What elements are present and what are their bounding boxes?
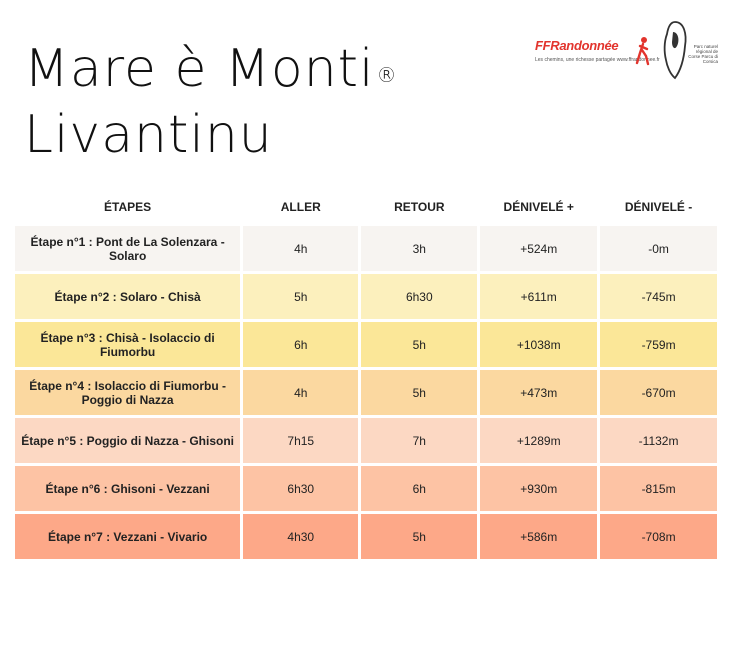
cell-denivele-plus: +473m	[480, 370, 597, 415]
cell-retour: 6h	[361, 466, 477, 511]
cell-denivele-moins: -708m	[600, 514, 717, 559]
cell-denivele-plus: +611m	[480, 274, 597, 319]
ffr-url-text: www.ffrandonnee.fr	[616, 57, 660, 63]
header-aller: ALLER	[280, 200, 321, 214]
parc-corse-logo	[660, 20, 720, 80]
cell-denivele-plus: +524m	[480, 226, 597, 271]
header-denivele-moins: DÉNIVELÉ -	[624, 200, 693, 214]
cell-etape: Étape n°6 : Ghisoni - Vezzani	[15, 466, 240, 511]
cell-etape: Étape n°1 : Pont de La Solenzara - Solaro	[15, 226, 240, 271]
cell-retour: 5h	[361, 370, 477, 415]
registered-mark: ®	[376, 63, 398, 87]
cell-denivele-plus: +930m	[480, 466, 597, 511]
table-header-row	[15, 191, 717, 223]
title-line-1: Mare è Monti	[24, 39, 375, 99]
cell-aller: 4h	[243, 226, 358, 271]
cell-retour: 7h	[361, 418, 477, 463]
header-denivele-plus: DÉNIVELÉ +	[503, 200, 574, 214]
cell-retour: 5h	[361, 514, 477, 559]
stages-table	[12, 188, 720, 562]
table-row	[15, 418, 717, 463]
cell-etape: Étape n°4 : Isolaccio di Fiumorbu - Poggio di Nazza	[15, 370, 240, 415]
parc-logo-text: Parc naturel régional de Corse Parcu di Corsica	[688, 44, 718, 64]
page-title	[24, 36, 397, 168]
cell-retour: 3h	[361, 226, 477, 271]
cell-aller: 6h	[243, 322, 358, 367]
cell-aller: 7h15	[243, 418, 358, 463]
cell-aller: 4h	[243, 370, 358, 415]
cell-denivele-moins: -745m	[600, 274, 717, 319]
cell-etape: Étape n°7 : Vezzani - Vivario	[15, 514, 240, 559]
ffrandonnee-logo	[535, 38, 660, 74]
ffr-logo-name: FFRandonnée	[535, 38, 619, 53]
cell-retour: 6h30	[361, 274, 477, 319]
cell-etape: Étape n°3 : Chisà - Isolaccio di Fiumorbu	[15, 322, 240, 367]
cell-etape: Étape n°5 : Poggio di Nazza - Ghisoni	[15, 418, 240, 463]
cell-aller: 5h	[243, 274, 358, 319]
cell-aller: 4h30	[243, 514, 358, 559]
hiker-icon	[635, 36, 651, 66]
cell-retour: 5h	[361, 322, 477, 367]
cell-denivele-moins: -1132m	[600, 418, 717, 463]
table-row	[15, 322, 717, 367]
cell-denivele-plus: +1289m	[480, 418, 597, 463]
cell-denivele-moins: -759m	[600, 322, 717, 367]
cell-denivele-plus: +586m	[480, 514, 597, 559]
table-row	[15, 466, 717, 511]
table-row	[15, 370, 717, 415]
header-retour: RETOUR	[394, 200, 445, 214]
table-row	[15, 274, 717, 319]
table-row	[15, 226, 717, 271]
cell-aller: 6h30	[243, 466, 358, 511]
ffr-tagline-text: Les chemins, une richesse partagée	[535, 57, 616, 63]
cell-denivele-moins: -0m	[600, 226, 717, 271]
title-line-2: Livantinu	[24, 105, 273, 165]
table-row	[15, 514, 717, 559]
header-etapes: ÉTAPES	[104, 200, 152, 214]
cell-denivele-plus: +1038m	[480, 322, 597, 367]
cell-denivele-moins: -670m	[600, 370, 717, 415]
cell-etape: Étape n°2 : Solaro - Chisà	[15, 274, 240, 319]
cell-denivele-moins: -815m	[600, 466, 717, 511]
